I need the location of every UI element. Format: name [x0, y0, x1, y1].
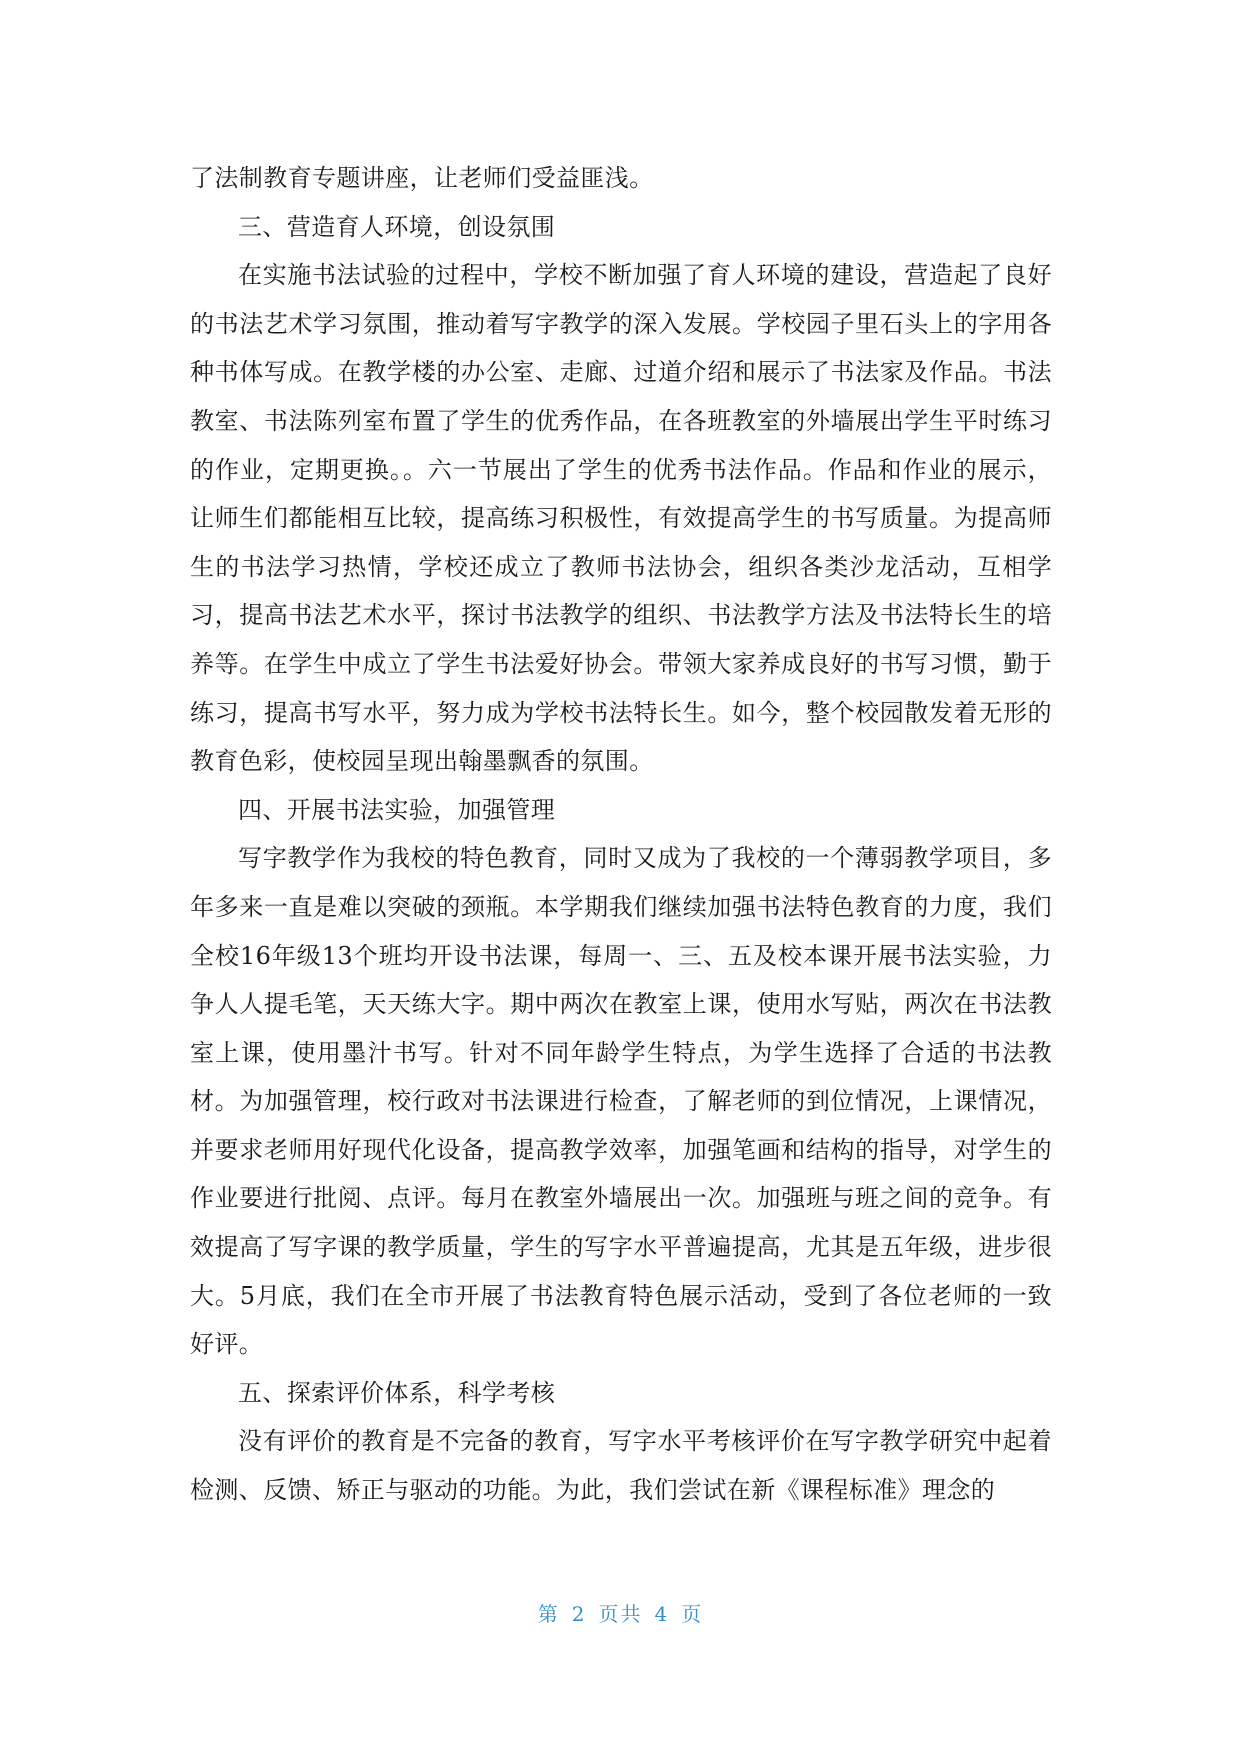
paragraph-continuation: 了法制教育专题讲座，让老师们受益匪浅。: [190, 164, 654, 192]
footer-total-pages: 4: [654, 1602, 670, 1626]
section-heading-5: 五、探索评价体系，科学考核: [238, 1378, 556, 1407]
footer-current-page: 2: [571, 1602, 587, 1626]
document-body: [190, 154, 1052, 1515]
footer-middle: 页共: [598, 1602, 643, 1626]
page-footer: [0, 1600, 1241, 1628]
paragraph-environment: 在实施书法试验的过程中，学校不断加强了育人环境的建设，营造起了良好的书法艺术学习氛围，推动着写字教学的深入发展。学校园子里石头上的字用各种书体写成。在教学楼的办公室、走廊、过道介绍和展示了书法家及作品。书法教室、书法陈列室布置了学生的优秀作品，在各班教室的外墙展出学生平时练习的作业，定期更换。。六一节展出了学生的优秀书法作品。作品和作业的展示，让师生们都能相互比较，提高练习积极性，有效提高学生的书写质量。为提高师生的书法学习热情，学校还成立了教师书法协会，组织各类沙龙活动，互相学习，提高书法艺术水平，探讨书法教学的组织、书法教学方法及书法特长生的培养等。在学生中成立了学生书法爱好协会。带领大家养成良好的书写习惯，勤于练习，提高书写水平，努力成为学校书法特长生。如今，整个校园散发着无形的教育色彩，使校园呈现出翰墨飘香的氛围。: [190, 261, 1052, 776]
section-heading-3: 三、营造育人环境，创设氛围: [238, 212, 556, 241]
footer-prefix: 第: [537, 1602, 560, 1626]
footer-suffix: 页: [681, 1602, 704, 1626]
section-heading-4: 四、开展书法实验，加强管理: [238, 795, 556, 824]
paragraph-experiment: 写字教学作为我校的特色教育，同时又成为了我校的一个薄弱教学项目，多年多来一直是难以突破的颈瓶。本学期我们继续加强书法特色教育的力度，我们全校16年级13个班均开设书法课，每周一、三、五及校本课开展书法实验，力争人人提毛笔，天天练大字。期中两次在教室上课，使用水写贴，两次在书法教室上课，使用墨汁书写。针对不同年龄学生特点，为学生选择了合适的书法教材。为加强管理，校行政对书法课进行检查，了解老师的到位情况，上课情况，并要求老师用好现代化设备，提高教学效率，加强笔画和结构的指导，对学生的作业要进行批阅、点评。每月在教室外墙展出一次。加强班与班之间的竞争。有效提高了写字课的教学质量，学生的写字水平普遍提高，尤其是五年级，进步很大。5月底，我们在全市开展了书法教育特色展示活动，受到了各位老师的一致好评。: [190, 844, 1052, 1359]
paragraph-evaluation: 没有评价的教育是不完备的教育，写字水平考核评价在写字教学研究中起着检测、反馈、矫正与驱动的功能。为此，我们尝试在新《课程标准》理念的: [190, 1427, 1052, 1505]
